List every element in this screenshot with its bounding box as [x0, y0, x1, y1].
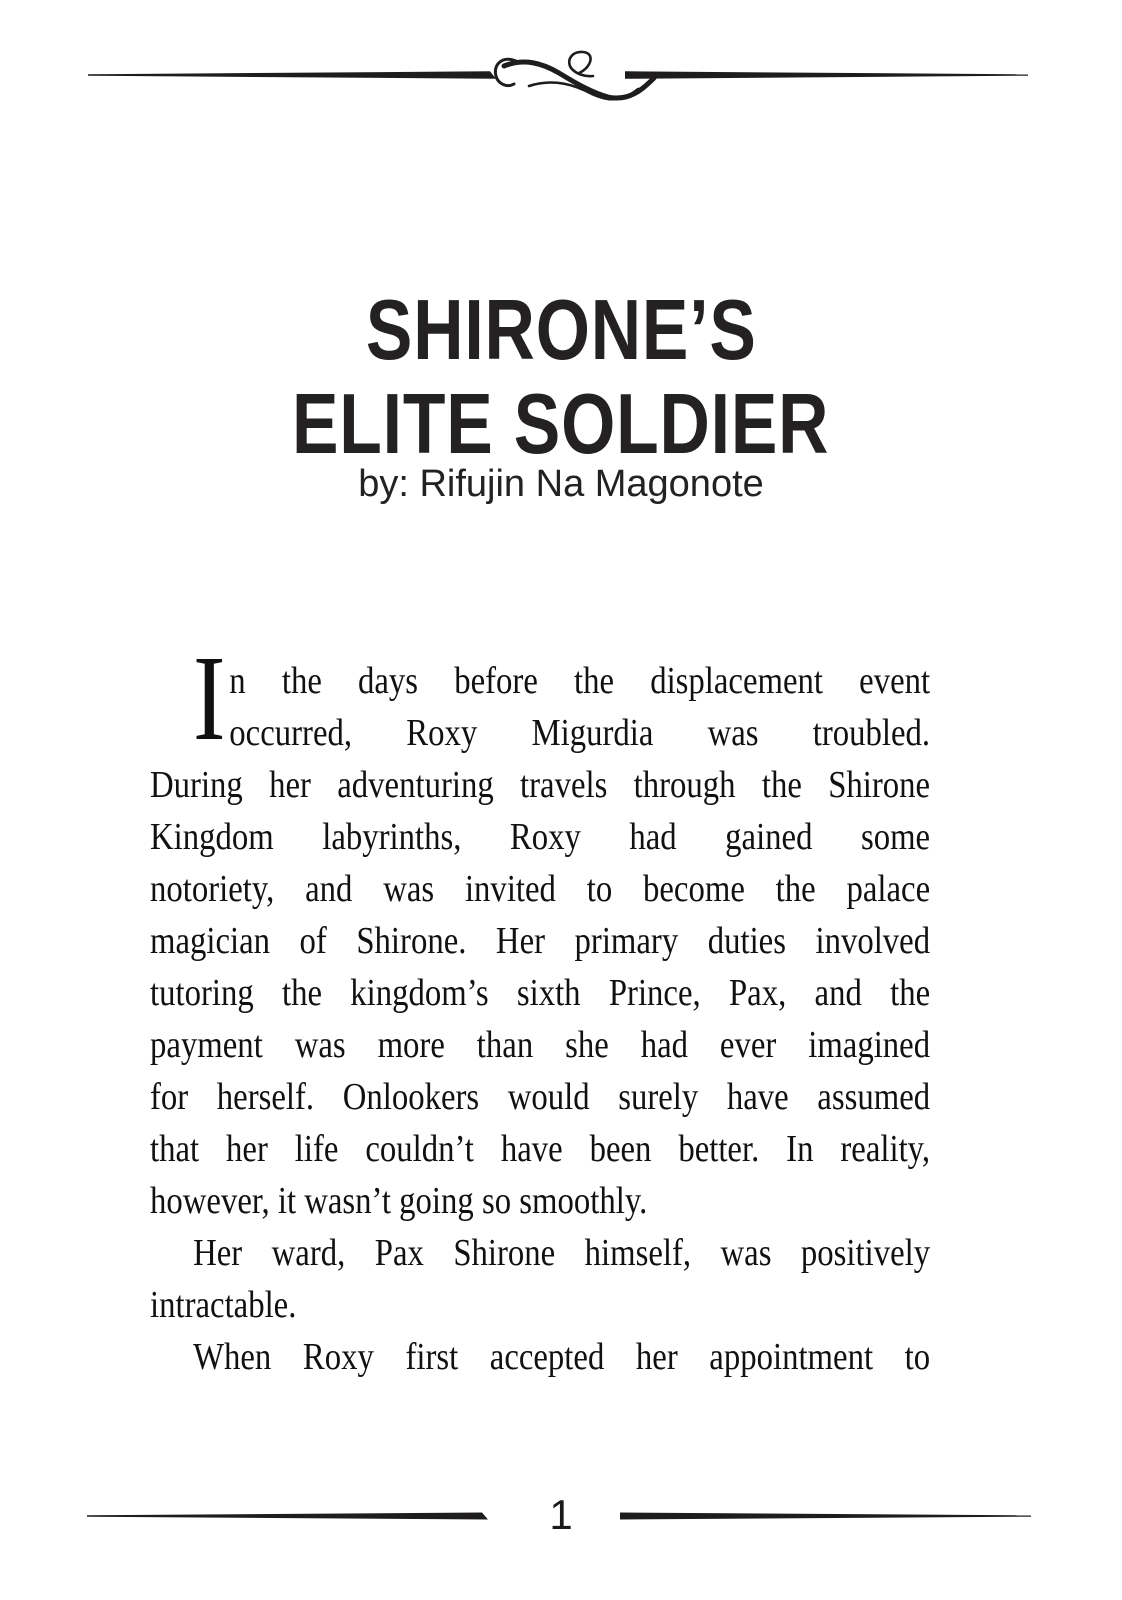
body-line: magician of Shirone. Her primary duties involved — [150, 920, 931, 962]
body-text — [150, 631, 1055, 1383]
header-rule-left — [88, 71, 496, 79]
body-line: however, it wasn’t going so smoothly. — [150, 1180, 648, 1222]
body-line: payment was more than she had ever imagined — [150, 1024, 931, 1066]
chapter-title-line1: SHIRONE’S — [365, 283, 757, 378]
drop-cap: I — [193, 631, 226, 766]
body-line: occurred, Roxy Migurdia was troubled. — [229, 712, 931, 754]
body-line: During her adventuring travels through the Shirone — [150, 764, 931, 806]
body-line: Her ward, Pax Shirone himself, was positively — [193, 1232, 931, 1274]
header-rule-right — [625, 71, 1028, 79]
divider-flourish-icon — [86, 32, 1036, 122]
author-byline: by: Rifujin Na Magonote — [358, 463, 764, 505]
chapter-title-line2: ELITE SOLDIER — [292, 377, 830, 472]
body-line: When Roxy first accepted her appointment to — [193, 1336, 931, 1378]
page-number: 1 — [549, 1491, 573, 1538]
body-line: n the days before the displacement event — [229, 660, 931, 702]
body-line: intractable. — [150, 1284, 297, 1326]
body-line: Kingdom labyrinths, Roxy had gained some — [150, 816, 931, 858]
body-line: that her life couldn’t have been better. In reality, — [150, 1128, 931, 1170]
body-line: notoriety, and was invited to become the palace — [150, 868, 931, 910]
body-line: tutoring the kingdom’s sixth Prince, Pax, and the — [150, 972, 931, 1014]
body-line: for herself. Onlookers would surely have assumed — [150, 1076, 931, 1118]
